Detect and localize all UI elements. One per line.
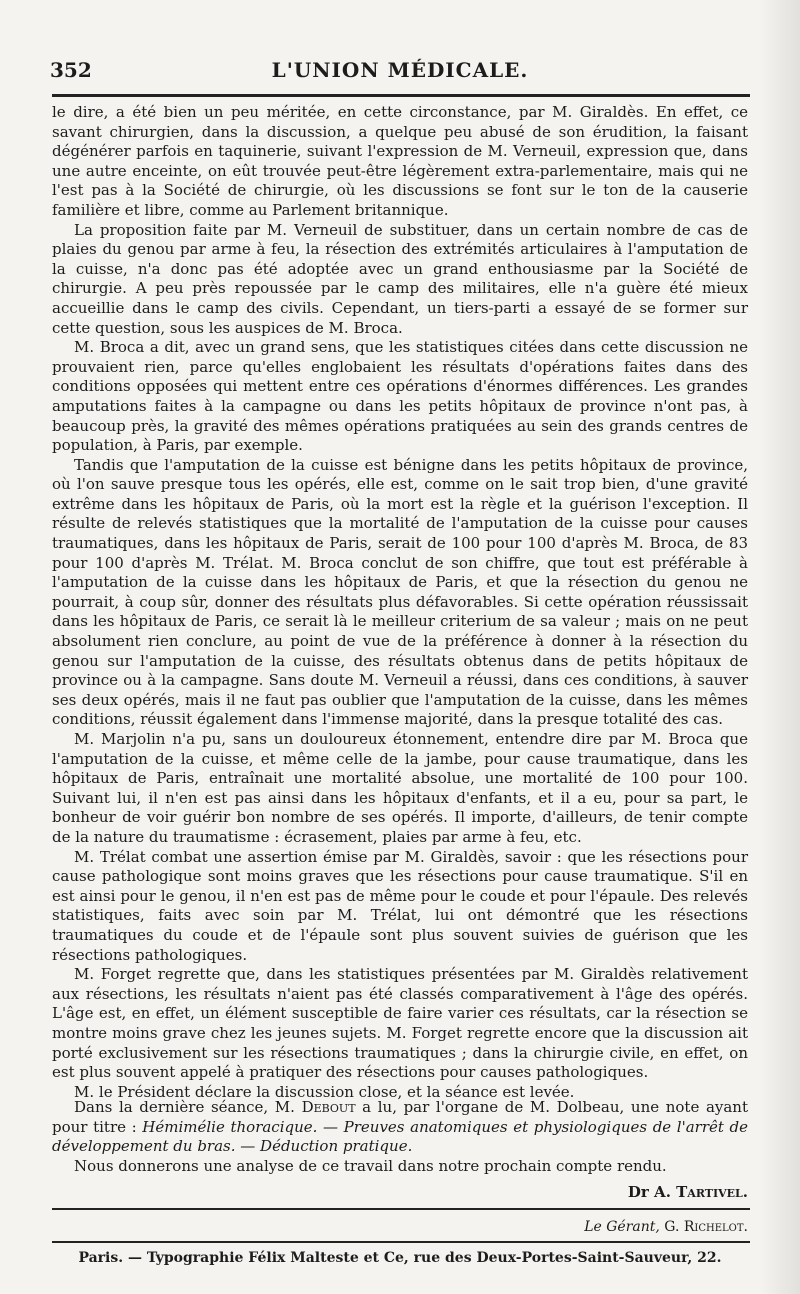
note-paragraph [52, 1098, 748, 1157]
page-header [50, 52, 750, 88]
footer-rule [52, 1241, 750, 1243]
note-title: Hémimélie thoracique. — Preuves anatomiques et physiologiques de l'arrêt de développement du bras. — Déduction pratique. [52, 1117, 748, 1156]
header-rule [52, 94, 750, 97]
note-text: Dans la dernière séance, M. [74, 1098, 302, 1116]
paragraph: le dire, a été bien un peu méritée, en cette circonstance, par M. Giraldès. En effet, ce savant chirurgien, dans la discussion, a quelque peu abusé de son érudition, la faisant dégénérer parfois en taquinerie, suivant l'expression de M. Verneuil, expression que, dans une autre enceinte, on eût trouvée peut-être légèrement extra-parlementaire, mais qui ne l'est pas à la Société de chirurgie, où les discussions se font sur le ton de la causerie familière et libre, comme au Parlement britannique. [52, 103, 748, 219]
session-note [52, 1098, 748, 1176]
signature-name: Tartivel. [676, 1183, 748, 1201]
page-number: 352 [50, 58, 92, 82]
gerant-name: G. Richelot. [664, 1219, 748, 1235]
paragraph: M. Forget regrette que, dans les statistiques présentées par M. Giraldès relativement aux résections, les résultats n'aient pas été classés comparativement à l'âge des opérés. L'âge est, en effet, un élément susceptible de faire varier ces résultats, car la résection se montre moins grave chez les jeunes sujets. M. Forget regrette encore que la discussion ait porté exclusivement sur les résections traumatiques ; dans la chirurgie civile, en effet, on est plus souvent appelé à pratiquer des résections pour causes pathologiques. [52, 965, 748, 1082]
journal-title: L'UNION MÉDICALE. [271, 58, 529, 82]
printer-imprint: Paris. — Typographie Félix Malteste et Ce, rue des Deux-Portes-Saint-Sauveur, 22. [78, 1250, 722, 1266]
paragraph: M. Marjolin n'a pu, sans un douloureux étonnement, entendre dire par M. Broca que l'amputation de la cuisse, et même celle de la jambe, pour cause traumatique, dans les hôpitaux de Paris, entraînait une mortalité absolue, une mortalité de 100 pour 100. Suivant lui, il n'en est pas ainsi dans les hôpitaux d'enfants, et il a eu, pour sa part, le bonheur de voir guérir bon nombre de ses opérés. Il importe, d'ailleurs, de tenir compte de la nature du traumatisme : écrasement, plaies par arme à feu, etc. [52, 730, 748, 846]
author-name: Debout [301, 1098, 356, 1116]
paragraph: La proposition faite par M. Verneuil de substituer, dans un certain nombre de cas de plaies du genou par arme à feu, la résection des extrémités articulaires à l'amputation de la cuisse, n'a donc pas été adoptée avec un grand enthousiasme par la Société de chirurgie. A peu près repoussée par le camp des militaires, elle n'a guère été mieux accueillie dans le camp des civils. Cependant, un tiers-parti a essayé de se former sur cette question, sous les auspices de M. Broca. [52, 220, 748, 337]
note-text: a lu, par l'organe de M. Dolbeau, une note ayant pour titre : [52, 1098, 748, 1136]
article-body [52, 103, 748, 1102]
gerant-line [584, 1219, 748, 1235]
paragraph: M. Trélat combat une assertion émise par M. Giraldès, savoir : que les résections pour cause pathologique sont moins graves que les résections pour cause traumatique. S'il en est ainsi pour le genou, il n'en est pas de même pour le coude et pour l'épaule. Des relevés statistiques, faits avec soin par M. Trélat, lui ont démontré que les résections traumatiques du coude et de l'épaule sont plus souvent suivies de guérison que les résections pathologiques. [52, 847, 748, 964]
signature: Dr A. Tartivel. [627, 1183, 748, 1201]
page-edge-shadow [760, 0, 800, 1294]
paragraph: Tandis que l'amputation de la cuisse est bénigne dans les petits hôpitaux de province, où l'on sauve presque tous les opérés, elle est, comme on le sait trop bien, d'une gravité extrême dans les hôpitaux de Paris, où la mort est la règle et la guérison l'exception. Il résulte de relevés statistiques que la mortalité de l'amputation de la cuisse pour causes traumatiques, dans les hôpitaux de Paris, serait de 100 pour 100 d'après M. Broca, de 83 pour 100 d'après M. Trélat. M. Broca conclut de son chiffre, que tout est préférable à l'amputation de la cuisse dans les hôpitaux de Paris, et que la résection du genou ne pourrait, à coup sûr, donner des résultats plus défavorables. Si cette opération réussissait dans les hôpitaux de Paris, ce serait là le meilleur criterium de sa valeur ; mais on ne peut absolument rien conclure, au point de vue de la préférence à donner à la résection du genou sur l'amputation de la cuisse, des résultats obtenus dans de petits hôpitaux de province ou à la campagne. Sans doute M. Verneuil a réussi, dans ces conditions, à sauver ses deux opérés, mais il ne faut pas oublier que l'amputation de la cuisse, dans les mêmes conditions, réussit également dans l'immense majorité, dans la presque totalité des cas. [52, 455, 748, 729]
gerant-label: Le Gérant, [584, 1219, 660, 1235]
paragraph: M. le Président déclare la discussion close, et la séance est levée. [74, 1082, 575, 1101]
footer-rule [52, 1208, 750, 1210]
paragraph: M. Broca a dit, avec un grand sens, que les statistiques citées dans cette discussion ne prouvaient rien, parce qu'elles englobaient les résultats d'opérations faites dans des conditions opposées qui mettent entre ces opérations d'énormes différences. Les grandes amputations faites à la campagne ou dans les petits hôpitaux de province n'ont pas, à beaucoup près, la gravité des mêmes opérations pratiquées au sein des grands centres de population, à Paris, par exemple. [52, 338, 748, 455]
note-paragraph: Nous donnerons une analyse de ce travail dans notre prochain compte rendu. [74, 1156, 667, 1175]
